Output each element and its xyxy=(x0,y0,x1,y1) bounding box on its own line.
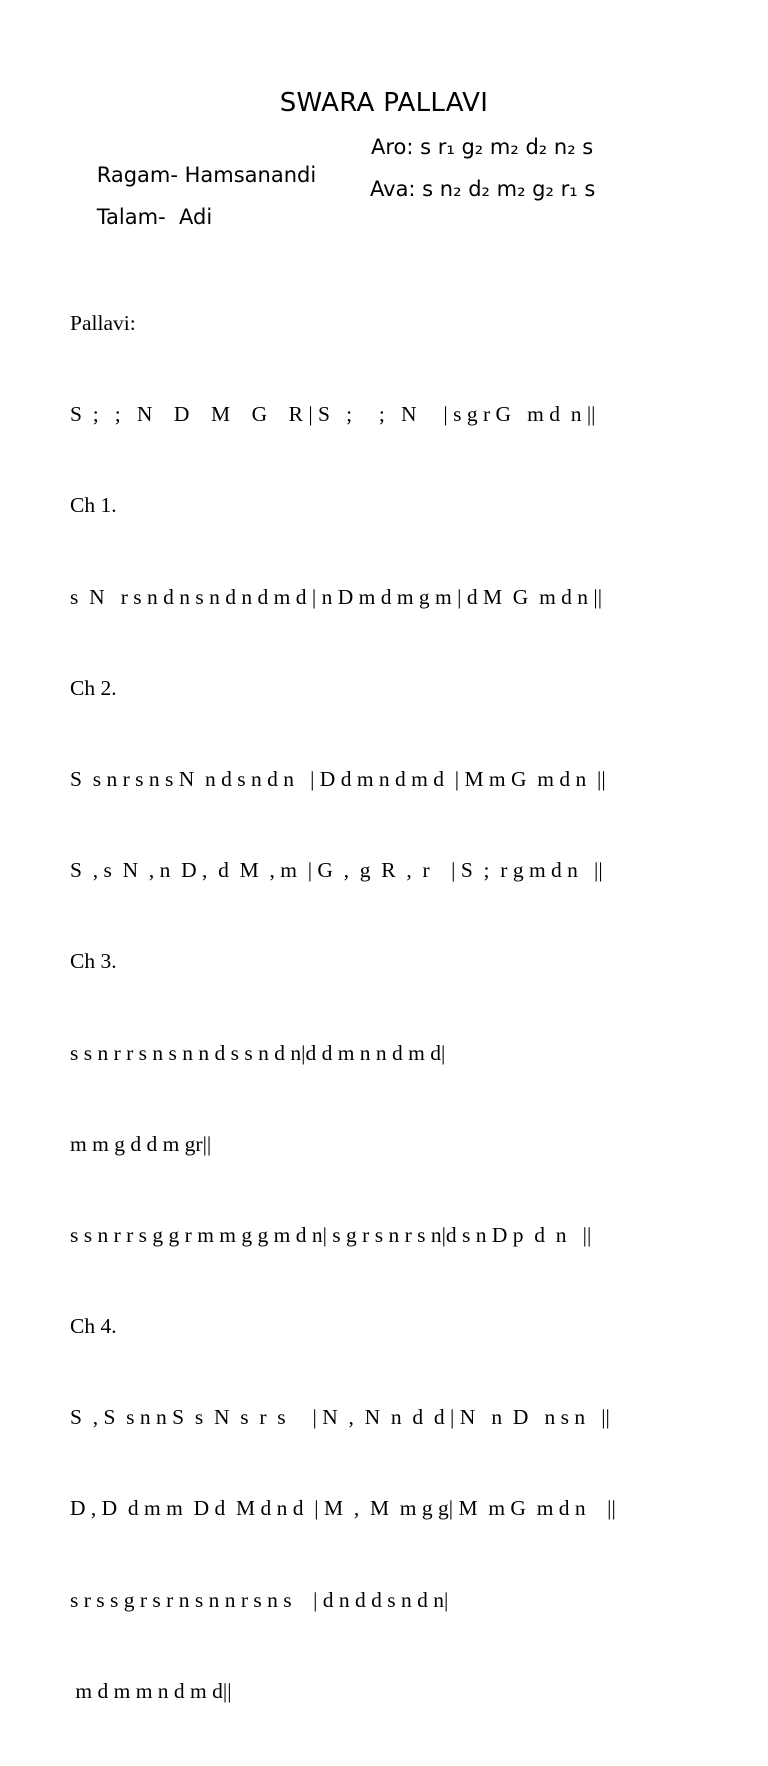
section-heading-ch2: Ch 2. xyxy=(70,675,117,700)
notation-line: m d m m n d m d|| xyxy=(70,1678,232,1703)
avarohanam-label: Ava: s n₂ d₂ m₂ g₂ r₁ s xyxy=(370,177,596,201)
arohanam-label: Aro: s r₁ g₂ m₂ d₂ n₂ s xyxy=(371,135,594,159)
notation-line: s s n r r s g g r m m g g m d n| s g r s n r s n|d s n D p d n || xyxy=(70,1222,592,1247)
notation-line: S s n r s n s N n d s n d n | D d m n d m d | M m G m d n || xyxy=(70,766,606,791)
section-heading-pallavi: Pallavi: xyxy=(70,311,136,335)
notation-line: S , s N , n D , d M , m | G , g R , r | S ; r g m d n || xyxy=(70,858,603,883)
talam-label: Talam- Adi xyxy=(96,205,213,229)
section-heading-ch3: Ch 3. xyxy=(70,949,117,974)
notation-line: s s n r r s n s n n d s s n d n|d d m n n d m d| xyxy=(70,1040,446,1065)
section-heading-ch4: Ch 4. xyxy=(70,1314,117,1339)
notation-line: S , S s n n S s N s r s | N , N n d d | N n D n s n || xyxy=(70,1405,610,1430)
notation-line: s r s s g r s r n s n n r s n s | d n d d s n d n| xyxy=(70,1587,449,1612)
notation-line: S ; ; N D M G R | S ; ; N | s g r G m d n || xyxy=(70,402,596,427)
section-heading-ch1: Ch 1. xyxy=(70,493,117,518)
notation-line: D , D d m m D d M d n d | M , M m g g| M m G m d n || xyxy=(70,1496,616,1521)
notation-line: s N r s n d n s n d n d m d | n D m d m g m | d M G m d n || xyxy=(70,584,603,609)
notation-line: m m g d d m gr|| xyxy=(70,1131,212,1156)
notation-body xyxy=(70,257,730,1766)
ragam-label: Ragam- Hamsanandi xyxy=(96,163,317,187)
document-title: SWARA PALLAVI xyxy=(279,88,489,118)
